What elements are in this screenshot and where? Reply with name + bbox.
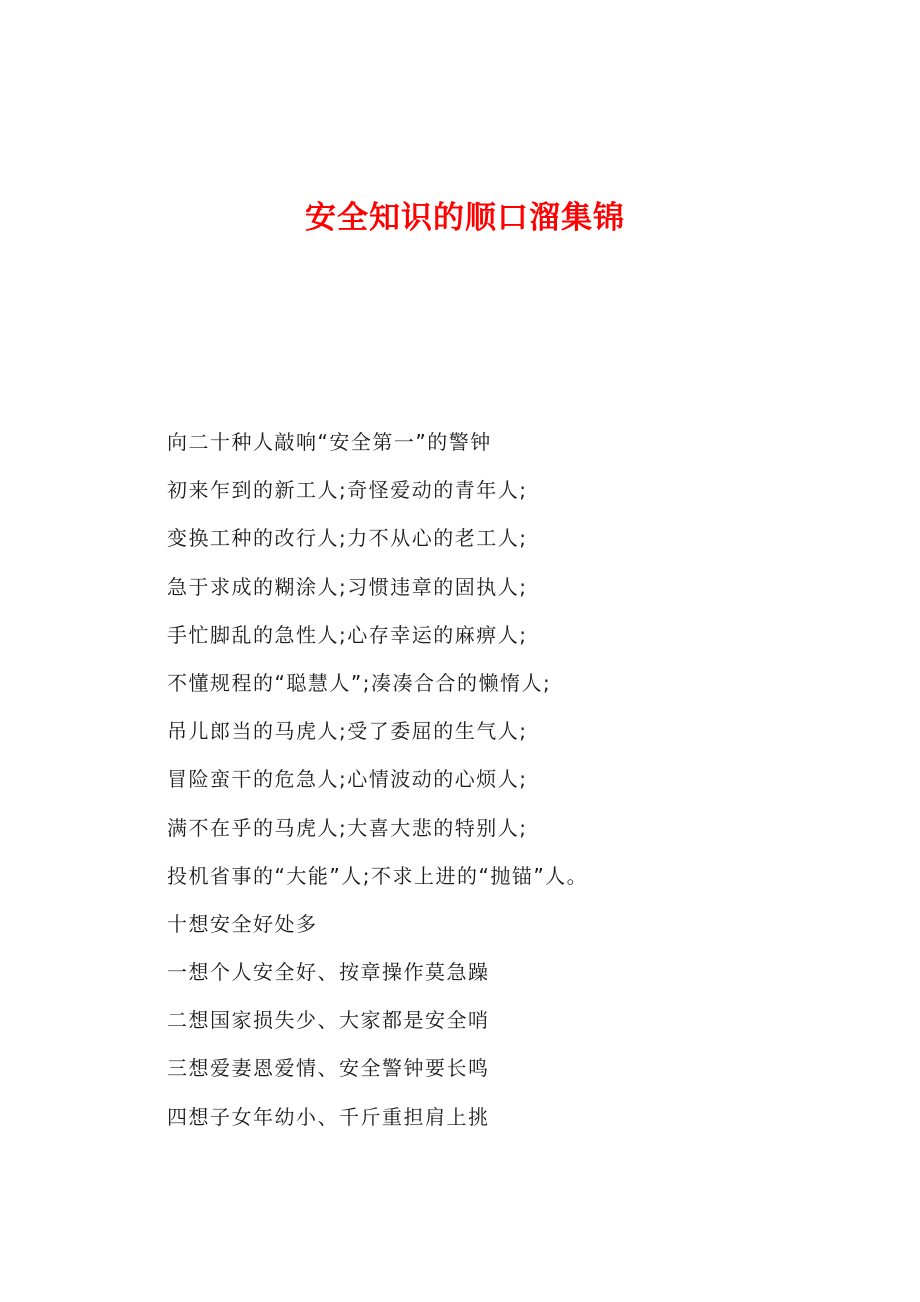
text-line: 不懂规程的“聪慧人”;凑凑合合的懒惰人;: [167, 670, 552, 695]
text-line: 三想爱妻恩爱情、安全警钟要长鸣: [167, 1056, 490, 1081]
text-line: 满不在乎的马虎人;大喜大悲的特别人;: [167, 815, 528, 840]
text-line: 吊儿郎当的马虎人;受了委屈的生气人;: [167, 719, 528, 744]
text-line: 向二十种人敲响“安全第一”的警钟: [167, 430, 492, 454]
text-line: 十想安全好处多: [167, 911, 318, 936]
text-line: 冒险蛮干的危急人;心情波动的心烦人;: [167, 767, 528, 792]
text-line: 二想国家损失少、大家都是安全哨: [167, 1008, 490, 1033]
text-line: 四想子女年幼小、千斤重担肩上挑: [167, 1104, 490, 1129]
text-line: 一想个人安全好、按章操作莫急躁: [167, 960, 490, 985]
text-line: 急于求成的糊涂人;习惯违章的固执人;: [167, 574, 528, 599]
text-line: 变换工种的改行人;力不从心的老工人;: [167, 526, 528, 551]
document-title: 安全知识的顺口溜集锦: [305, 200, 625, 236]
text-line: 初来乍到的新工人;奇怪爱动的青年人;: [167, 478, 528, 503]
text-line: 手忙脚乱的急性人;心存幸运的麻痹人;: [167, 622, 528, 647]
text-line: 投机省事的“大能”人;不求上进的“抛锚”人。: [167, 863, 589, 888]
text-body: [167, 418, 867, 1141]
